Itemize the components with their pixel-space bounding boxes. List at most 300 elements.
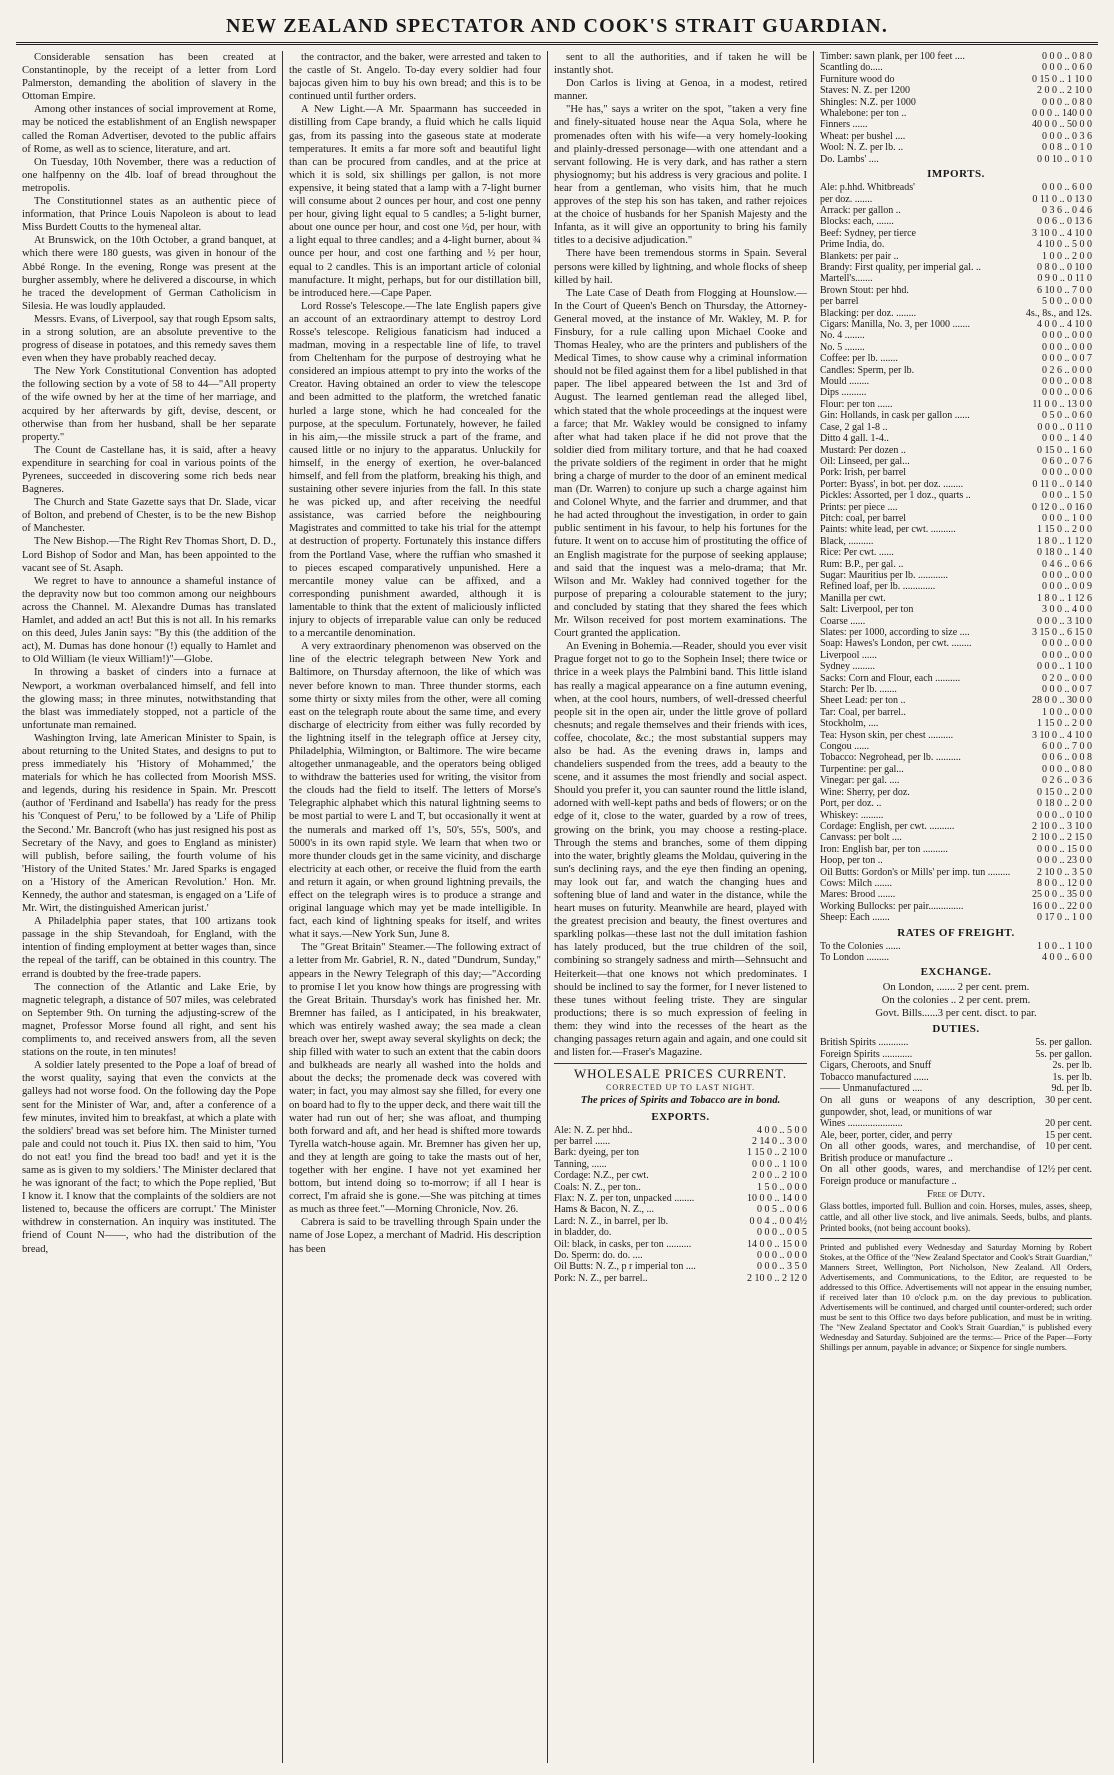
item-price: 0 0 0 .. 1 10 0 — [752, 1158, 807, 1170]
duty-rate: 20 per cent. — [1045, 1118, 1092, 1130]
item-price: 2 0 0 .. 2 10 0 — [752, 1170, 807, 1182]
article-paragraph: The Church and State Gazette says that Dr. Slade, vicar of Bolton, and prebend of Chester, is to be the new Bishop of Manchester. — [22, 497, 276, 535]
item-price: 0 2 6 .. 0 0 0 — [1042, 364, 1092, 376]
import-row — [820, 467, 1092, 478]
item-price: 0 15 0 .. 1 10 0 — [1032, 73, 1092, 85]
duty-item: British Spirits ............ — [820, 1036, 909, 1048]
item-price: 0 0 0 .. 3 10 0 — [1037, 615, 1092, 627]
export-row — [820, 62, 1092, 73]
duty-item: Wines ...................... — [820, 1118, 903, 1130]
import-row — [820, 559, 1092, 570]
item-name: Working Bullocks: per pair.............. — [820, 900, 964, 912]
export-row — [554, 1147, 807, 1158]
import-row — [820, 901, 1092, 912]
item-price: 0 0 6 .. 0 0 8 — [1042, 752, 1092, 764]
duty-rate: 30 per cent. — [1045, 1094, 1092, 1106]
export-row — [554, 1125, 807, 1136]
duty-rate: 1s. per lb. — [1052, 1071, 1092, 1083]
item-name: Rum: B.P., per gal. .. — [820, 558, 904, 570]
item-name: per barrel ...... — [554, 1136, 611, 1147]
item-price: 0 3 6 .. 0 4 6 — [1042, 204, 1092, 216]
export-row — [820, 85, 1092, 96]
exports-continued-table — [820, 51, 1092, 165]
item-name: Prints: per piece .... — [820, 501, 898, 513]
import-row — [820, 638, 1092, 649]
import-row — [820, 581, 1092, 592]
import-row — [820, 821, 1092, 832]
duty-rate: 9d. per lb. — [1051, 1083, 1092, 1095]
exchange-list — [820, 981, 1092, 1020]
item-price: 4 0 0 .. 4 10 0 — [1037, 319, 1092, 331]
import-row — [820, 741, 1092, 752]
item-price: 6 10 0 .. 7 0 0 — [1037, 284, 1092, 296]
item-name: Rice: Per cwt. ...... — [820, 547, 894, 559]
item-price: 0 0 0 .. 1 4 0 — [1042, 433, 1092, 445]
item-price: 3 0 0 .. 4 0 0 — [1042, 604, 1092, 616]
masthead: NEW ZEALAND SPECTATOR AND COOK'S STRAIT GUARDIAN. — [225, 15, 889, 37]
duty-rate: 2s. per lb. — [1052, 1060, 1092, 1072]
item-price: 0 0 8 .. 0 1 0 — [1042, 142, 1092, 154]
import-row — [820, 433, 1092, 444]
article-paragraph: The "Great Britain" Steamer.—The following extract of a letter from Mr. Gabriel, R. N., dated "Dundrum, Sunday," appears in the Newry Telegraph of this day;—"According to promise I let you know how things are progressing with the Great Britain. Thursday's work has finished her. Mr. Bremner has failed, as I anticipated, in his breakwater, which was entirely washed away; the sea made a clean breach over her, swept away several skylights on deck; the ship filled with water to such an extent that the cabin doors and bulkheads are nearly all washed into the holds and about the decks; the promenade deck was covered with water; in fact, you may almost say she filled, for every one on board had to fly to the upper deck, and there wait till the water had run out of her; she was afloat, and thumping both forward and aft, and her head is shifted more towards Tyrella watch-house again. Mr. Bremner has given her up, and they at length are going to take the masts out of her, together with her engine. I have not yet examined her bottom, but intend doing so to-morrow; if all I hear is correct, I'm afraid she is gone.—She was pitching at times as much as three feet."—Morning Chronicle, Nov. 26. — [289, 942, 541, 1216]
item-name: Candles: Sperm, per lb. — [820, 364, 915, 376]
prices-divider — [554, 1063, 807, 1064]
item-price: 0 0 0 .. 0 0 7 — [1042, 353, 1092, 365]
item-name: Lard: N. Z., in barrel, per lb. — [554, 1215, 669, 1227]
article-paragraph: We regret to have to announce a shameful instance of the depravity now but too common among our neighbours across the Channel. M. Alexandre Dumas has translated Hamlet, and added an act! But this is not all. In his remarks on this deed, Jules Janin says: "By this (the addition of the act), M. Dumas has done honour (!) equally to Hamlet and to Old William (le vieux William!)"—Globe. — [22, 575, 276, 666]
duty-row — [820, 1164, 1092, 1187]
import-row — [820, 593, 1092, 604]
item-name: Scantling do..... — [820, 62, 883, 74]
item-price: 3 15 0 .. 6 15 0 — [1032, 627, 1092, 638]
import-row — [820, 399, 1092, 410]
item-price: 1 0 0 .. 1 10 0 — [1037, 940, 1092, 952]
item-price: 0 0 0 .. 0 0 0 — [1042, 330, 1092, 342]
item-price: 0 17 0 .. 1 0 0 — [1037, 912, 1092, 924]
item-price: 0 0 0 .. 1 5 0 — [1042, 490, 1092, 502]
item-name: Whalebone: per ton .. — [820, 108, 907, 120]
import-row — [820, 296, 1092, 307]
exchange-line: On the colonies .. 2 per cent. prem. — [881, 994, 1031, 1006]
import-row — [820, 912, 1092, 923]
exchange-heading: EXCHANGE. — [920, 966, 992, 979]
item-name: Timber: sawn plank, per 100 feet .... — [820, 51, 965, 62]
item-name: per barrel — [820, 296, 859, 308]
item-name: Iron: English bar, per ton .......... — [820, 843, 948, 855]
duties-table — [820, 1037, 1092, 1188]
duty-row — [820, 1049, 1092, 1061]
item-name: Oil Butts: N. Z., p r imperial ton .... — [554, 1261, 696, 1273]
export-row — [554, 1204, 807, 1215]
import-row — [820, 330, 1092, 341]
item-price: 0 15 0 .. 2 0 0 — [1037, 786, 1092, 798]
import-row — [820, 422, 1092, 433]
export-row — [820, 119, 1092, 130]
free-of-duty-list: Glass bottles, imported full. Bullion and coin. Horses, mules, asses, sheep, cattle, and all other live stock, and live animals. Seeds, bulbs, and plants. Printed books, (not being account books). — [820, 1200, 1092, 1233]
item-price: 4 10 0 .. 5 0 0 — [1037, 239, 1092, 251]
item-price: 0 0 0 .. 0 0 0 — [1042, 638, 1092, 650]
column-3-articles — [554, 51, 807, 1059]
import-row — [820, 216, 1092, 227]
import-row — [820, 684, 1092, 695]
item-price: 3 10 0 .. 4 10 0 — [1032, 227, 1092, 239]
item-price: 10 0 0 .. 14 0 0 — [747, 1193, 807, 1205]
article-paragraph: A New Light.—A Mr. Spaarmann has succeeded in distilling from Cape brandy, a fluid which he calls liquid gas, from its passing into the gaseous state at moderate temperatures. It emits a far more soft and beautiful light than can be procured from candles, and at the price at which it is sold, six shillings per gallon, is not more expensive, it being stated that a lamp with a 7-light burner will consume about 2 ounces per hour, and cost one penny per hour, giving light equal to 5 candles; a 5-light burner, about one ounce per hour, and cost one ½d, per hour, with a light equal to three candles; and a 4-light burner, about ¾ ounce per hour, and cost one farthing and ½ per hour, equal to 2 candles. This is an important article of colonial manufacture. It might, perhaps, but for our distillation bill, be introduced here.—Cape Paper. — [289, 104, 541, 299]
duty-rate: 5s. per gallon. — [1035, 1036, 1092, 1048]
imprint-divider — [820, 1238, 1092, 1239]
masthead-rule — [16, 42, 1098, 45]
item-price: 2 0 0 .. 2 10 0 — [1037, 85, 1092, 97]
item-price: 0 0 0 .. 0 0 0 — [757, 1250, 807, 1262]
import-row — [820, 867, 1092, 878]
import-row — [820, 673, 1092, 684]
exports-heading: EXPORTS. — [651, 1110, 710, 1123]
freight-heading: RATES OF FREIGHT. — [897, 926, 1015, 939]
import-row — [820, 285, 1092, 296]
export-row — [554, 1182, 807, 1193]
item-name: Blacking: per doz. ........ — [820, 307, 917, 319]
item-name: Blocks: each, ....... — [820, 216, 894, 228]
item-price: 0 2 0 .. 0 0 0 — [1042, 672, 1092, 684]
item-name: Gin: Hollands, in cask per gallon ...... — [820, 410, 970, 422]
import-row — [820, 604, 1092, 615]
item-price: 0 0 0 .. 0 10 0 — [1037, 809, 1092, 821]
import-row — [820, 752, 1092, 763]
duty-item: Foreign Spirits ............ — [820, 1048, 913, 1060]
free-of-duty-heading: Free of Duty. — [926, 1188, 986, 1200]
item-price: 0 6 0 .. 0 7 6 — [1042, 455, 1092, 467]
duty-item: Ale, beer, porter, cider, and perry — [820, 1129, 953, 1141]
item-name: Cows: Milch ....... — [820, 877, 892, 889]
item-price: 8 0 0 .. 12 0 0 — [1037, 877, 1092, 889]
item-price: 1 8 0 .. 1 12 6 — [1037, 592, 1092, 604]
import-row — [820, 547, 1092, 558]
item-price: 0 12 0 .. 0 16 0 — [1032, 501, 1092, 513]
import-row — [820, 456, 1092, 467]
import-row — [820, 650, 1092, 661]
item-name: Salt: Liverpool, per ton — [820, 604, 914, 616]
item-name: Pitch: coal, per barrel — [820, 512, 907, 524]
item-price: 0 0 0 .. 1 0 0 — [1042, 512, 1092, 524]
item-name: Case, 2 gal 1-8 .. — [820, 421, 888, 433]
freight-table — [820, 941, 1092, 964]
import-row — [820, 182, 1092, 193]
duty-row — [820, 1118, 1092, 1130]
item-price: 0 0 4 .. 0 0 4½ — [749, 1215, 807, 1227]
item-price: 11 0 0 .. 13 0 0 — [1032, 398, 1092, 410]
export-row — [554, 1159, 807, 1170]
duty-row — [820, 1095, 1092, 1118]
item-name: Sydney ......... — [820, 661, 875, 673]
item-name: Oil Butts: Gordon's or Mills' per imp. tun ......... — [820, 866, 1011, 878]
duty-row — [820, 1130, 1092, 1142]
item-name: No. 4 ........ — [820, 330, 865, 342]
item-price: 0 0 0 .. 0 0 0 — [1042, 649, 1092, 661]
item-price: 0 0 0 .. 0 8 0 — [1042, 51, 1092, 62]
item-price: 0 9 0 .. 0 11 0 — [1037, 273, 1092, 285]
duty-row — [820, 1141, 1092, 1164]
duty-rate: 5s. per gallon. — [1035, 1048, 1092, 1060]
item-name: Wine: Sherry, per doz. — [820, 786, 910, 798]
item-price: 0 0 0 .. 0 11 0 — [1037, 421, 1092, 433]
item-price: 0 0 0 .. 0 0 5 — [757, 1227, 807, 1239]
import-row — [820, 878, 1092, 889]
item-name: Oil: Linseed, per gal... — [820, 455, 910, 467]
item-price: 1 0 0 .. 2 0 0 — [1042, 250, 1092, 262]
item-name: Cordage: N.Z., per cwt. — [554, 1170, 649, 1182]
export-row — [820, 154, 1092, 165]
import-row — [820, 695, 1092, 706]
item-price: 5 0 0 .. 0 0 0 — [1042, 296, 1092, 308]
article-paragraph: Messrs. Evans, of Liverpool, say that rough Epsom salts, in a strong solution, are an absolute preventive to the progress of disease in potatoes, and this remedy saves them even when they have probably reached decay. — [22, 313, 276, 365]
item-price: 14 0 0 .. 15 0 0 — [747, 1238, 807, 1250]
item-name: Mares: Brood ....... — [820, 889, 896, 901]
import-row — [820, 251, 1092, 262]
import-row — [820, 479, 1092, 490]
imports-table — [820, 182, 1092, 923]
item-price: 0 0 0 .. 0 0 9 — [1042, 581, 1092, 593]
export-row — [820, 131, 1092, 142]
column-2 — [282, 51, 547, 1763]
export-row — [554, 1216, 807, 1227]
article-paragraph: A very extraordinary phenomenon was observed on the line of the electric telegraph between New York and Baltimore, on Thursday afternoon, the like of which was never before known to man. Three thunder storms, each some thirty or sixty miles from the other, were all coming east on the telegraph route about the same time, and every discharge of electricity from either was fully recorded by the lightning itself in the telegraph office at Jersey city, Philadelphia, Wilmington, or Baltimore. The wire became altogether unmanageable, and the operators being obliged to withdraw the batteries used for writing, the visitor from the clouds had the field to itself. The letters of Morse's Telegraphic alphabet which this natural lightning seems to be most partial to were L and T, but occasionally it went at the numerals and marked off 1's, 50's, 55's, 500's, and 5000's in its own rapid style. We learn that when two or more thunder clouds get in the same vicinity, and discharge electricity at each other, or receive the fluid from the earth and return it again, or when ground lightning prevails, the effect on the telegraph wires is to produce a strange and original language which may yet be made intelligible. In fact, each kind of lightning speaks for itself, and writes what it says.—New York Sun, June 8. — [289, 641, 541, 941]
columns — [16, 51, 1098, 1763]
import-row — [820, 810, 1092, 821]
duty-item: On all other goods, wares, and merchandise of Foreign produce or manufacture .. — [820, 1164, 1036, 1188]
article-paragraph: There have been tremendous storms in Spain. Several persons were killed by lightning, and whole flocks of sheep killed by hail. — [554, 248, 807, 286]
import-row — [820, 319, 1092, 330]
item-price: 1 8 0 .. 1 12 0 — [1037, 535, 1092, 547]
import-row — [820, 194, 1092, 205]
item-name: Ale: p.hhd. Whitbreads' — [820, 182, 915, 194]
export-row — [554, 1227, 807, 1238]
item-name: Oil: black, in casks, per ton .......... — [554, 1238, 692, 1250]
export-row — [554, 1170, 807, 1181]
item-price: 25 0 0 .. 35 0 0 — [1032, 889, 1092, 901]
item-name: Pork: Irish, per barrel — [820, 467, 907, 479]
item-name: in bladder, do. — [554, 1227, 612, 1239]
duty-rate: 15 per cent. — [1045, 1129, 1092, 1141]
article-paragraph: An Evening in Bohemia.—Reader, should you ever visit Prague forget not to go to the Sophein Insel; there twice or thrice in a week plays the Palmbini band. This little island has really a magical appearance on a fine autumn evening, when, at the cool hours, numbers, of well-dressed cheerful people sit in the open air, under the little grove of pollard chesnuts; and regale themselves and their friends with ices, coffee, chocolate, &c.; the most substantial suppers may also be had. As the evening draws in, lamps and chandeliers suspended from the trees, add a beauty to the scene, and it assumes the most friendly and social aspect. Should you prefer it, you can saunter round the little island, adorned with well-kept paths and beds of flowers; or on the edge of it, close to the water, guarded by a row of trees, growing on the brink, you may choose a resting-place. Through the stems and branches, some of them dipping into the water, brightly gleams the Moldau, quivering in the sun's declining rays, and the eye then finding an opening, may look out far, and watch the changing hues and softening blue of land and water in the distance, while the heart muses on futurity. Meanwhile are heard, played with the greatest precision and beauty, the finest overtures and sparkling polkas—these last not the dull imitation fashion has lately produced, but the true children of the soil, combining so strangely sadness and mirth—Sehnsucht and Heiterkeit—that one knows not which predominates. I should be inclined to say the former, for I never listened to these tunes without feeling triste. They are singular productions; there is so much expression of feeling in them: they wind into the recesses of the heart as the changing passages return again and again, and one could sit and listen for.—Fraser's Magazine. — [554, 641, 807, 1059]
import-row — [820, 353, 1092, 364]
import-row — [820, 387, 1092, 398]
item-name: Refined loaf, per lb. ............. — [820, 581, 936, 593]
export-row — [820, 74, 1092, 85]
prices-title: WHOLESALE PRICES CURRENT. — [574, 1066, 787, 1082]
import-row — [820, 661, 1092, 672]
item-name: Vinegar: per gal. .... — [820, 775, 900, 787]
import-row — [820, 502, 1092, 513]
import-row — [820, 775, 1092, 786]
article-paragraph: "He has," says a writer on the spot, "taken a very fine and finely-situated house near the Aqua Sola, where he promenades often with his wife—a very homely-looking and plainly-dressed personage—with one attendant and a servant following. He is very dark, and has rather a stern physiognomy; but his address is very gracious and polite. I hear from a gentleman, who visits him, that he much approves of the step his son has taken, and rather rejoices at the choice of husbands for her Spanish Majesty and the Infanta, as it will give an opportunity to bring his family titles to a decisive adjudication." — [554, 104, 807, 247]
export-row — [554, 1136, 807, 1147]
item-name: Black, .......... — [820, 535, 874, 547]
item-price: 0 0 0 .. 0 0 0 — [1042, 569, 1092, 581]
import-row — [820, 273, 1092, 284]
item-price: 28 0 0 .. 30 0 0 — [1032, 695, 1092, 707]
item-price: 0 11 0 .. 0 14 0 — [1032, 478, 1092, 490]
item-name: Prime India, do. — [820, 239, 885, 251]
duty-row — [820, 1072, 1092, 1084]
item-name: Turpentine: per gal... — [820, 763, 904, 775]
duties-heading: DUTIES. — [932, 1022, 980, 1035]
duty-item: Tobacco manufactured ...... — [820, 1071, 929, 1083]
item-name: Liverpool ...... — [820, 649, 877, 661]
item-price: 16 0 0 .. 22 0 0 — [1032, 900, 1092, 912]
item-name: Stockholm, .... — [820, 718, 879, 730]
item-name: Brown Stout: per hhd. — [820, 284, 909, 296]
item-name: Canvass: per bolt .... — [820, 832, 902, 844]
item-price: 0 0 0 .. 1 10 0 — [1037, 661, 1092, 673]
item-price: 0 0 0 .. 0 3 6 — [1042, 130, 1092, 142]
item-name: Cordage: English, per cwt. .......... — [820, 820, 955, 832]
item-price: 2 10 0 .. 3 10 0 — [1032, 820, 1092, 832]
item-price: 2 10 0 .. 3 5 0 — [1037, 866, 1092, 878]
item-name: Pork: N. Z., per barrel.. — [554, 1272, 648, 1284]
import-row — [820, 376, 1092, 387]
item-name: Wheat: per bushel .... — [820, 130, 906, 142]
import-row — [820, 616, 1092, 627]
import-row — [820, 718, 1092, 729]
item-name: No. 5 ........ — [820, 341, 865, 353]
item-price: 0 0 0 .. 0 0 0 — [1042, 341, 1092, 353]
item-name: Finners ...... — [820, 119, 868, 131]
prices-bond-note: The prices of Spirits and Tobacco are in bond. — [580, 1095, 781, 1107]
item-name: Soap: Hawes's London, per cwt. ........ — [820, 638, 972, 650]
import-row — [820, 627, 1092, 638]
item-price: 0 2 6 .. 0 3 6 — [1042, 775, 1092, 787]
item-name: Blankets: per pair .. — [820, 250, 899, 262]
item-price: 0 0 10 .. 0 1 0 — [1037, 153, 1092, 165]
item-price: 1 15 0 .. 2 0 0 — [1037, 718, 1092, 730]
item-name: Arrack: per gallon .. — [820, 204, 901, 216]
item-name: Staves: N. Z. per 1200 — [820, 85, 910, 97]
item-price: 4 0 0 .. 5 0 0 — [757, 1124, 807, 1136]
article-paragraph: The New York Constitutional Convention has adopted the following section by a vote of 58 to 44—"All property of the wife owned by her at the time of her marriage, and acquired by her afterwards by gift, devise, descent, or otherwise than from her husband, shall be her separate property." — [22, 366, 276, 443]
import-row — [820, 239, 1092, 250]
item-name: Congou ...... — [820, 741, 870, 753]
export-row — [820, 108, 1092, 119]
article-paragraph: Don Carlos is living at Genoa, in a modest, retired manner. — [554, 78, 807, 103]
column-3 — [547, 51, 813, 1763]
export-row — [820, 97, 1092, 108]
duty-item: Cigars, Cheroots, and Snuff — [820, 1060, 932, 1072]
export-row — [820, 51, 1092, 62]
item-name: Pickles: Assorted, per 1 doz., quarts .. — [820, 490, 971, 502]
export-row — [554, 1193, 807, 1204]
item-name: Coarse ...... — [820, 615, 866, 627]
item-price: 0 18 0 .. 2 0 0 — [1037, 798, 1092, 810]
article-paragraph: A soldier lately presented to the Pope a loaf of bread of the worst quality, saying that even the convicts at the galleys had not worse food. On the following day the Pope sent for the Minister of War, and, after a conference of a few minutes, invited him to breakfast, at which a plate with the soldiers' bread was set before him. The Minister turned pale and could not touch it. Pius IX. then said to him, 'You do not eat! you find the bread too bad! and yet it is the same as is given to my soldiers.' The Minister declared that he was ignorant of the fact; to which the Pope replied, 'But I know it. I know that the complaints of the soldiers are not listened to, because the officers are corrupt.' The Minister withdrew in consternation. An inquiry was instituted. The friend of Count N——, who had the distribution of the bread, — [22, 1060, 276, 1255]
duty-row — [820, 1037, 1092, 1049]
item-name: Hoop, per ton .. — [820, 855, 883, 867]
item-name: Tar: Coal, per barrel.. — [820, 706, 906, 718]
import-row — [820, 730, 1092, 741]
item-name: Brandy: First quality, per imperial gal. .. — [820, 262, 981, 273]
import-row — [820, 798, 1092, 809]
item-name: Sugar: Mauritius per lb. ............ — [820, 569, 949, 581]
item-name: Shingles: N.Z. per 1000 — [820, 96, 916, 108]
import-row — [820, 228, 1092, 239]
export-row — [554, 1250, 807, 1261]
item-price: 0 11 0 .. 0 13 0 — [1032, 193, 1092, 205]
item-name: Whiskey: ......... — [820, 809, 884, 821]
import-row — [820, 855, 1092, 866]
export-row — [554, 1273, 807, 1284]
article-paragraph: A Philadelphia paper states, that 100 artizans took passage in the ship Stevandoah, for England, with the intention of finding employment at better wages than, since the repeal of the tariff, can be obtained in this country. The errand is doubted by the free-trade papers. — [22, 916, 276, 980]
import-row — [820, 342, 1092, 353]
item-price: 0 4 6 .. 0 6 6 — [1042, 558, 1092, 570]
item-price: 0 18 0 .. 1 4 0 — [1037, 547, 1092, 559]
import-row — [820, 570, 1092, 581]
item-name: To the Colonies ...... — [820, 940, 901, 952]
export-row — [554, 1261, 807, 1272]
import-row — [820, 707, 1092, 718]
article-paragraph: Among other instances of social improvement at Rome, may be noticed the establishment of an English newspaper called the Roman Advertiser, devoted to the public affairs of Rome, as well as to science, literature, and art. — [22, 104, 276, 155]
item-price: 2 10 0 .. 2 15 0 — [1032, 832, 1092, 844]
item-name: Beef: Sydney, per tierce — [820, 227, 916, 239]
import-row — [820, 262, 1092, 273]
item-name: Sheep: Each ....... — [820, 912, 890, 924]
item-price: 0 0 0 .. 0 0 7 — [1042, 684, 1092, 696]
item-name: Mustard: Per dozen .. — [820, 444, 906, 456]
exchange-line: On London, ....... 2 per cent. prem. — [882, 981, 1030, 993]
article-paragraph: Washington Irving, late American Minister to Spain, is about returning to the United States, and designs to put to press immediately his 'History of Mohammed,' the materials for which he has collected from Moorish MSS. and legends, during his residence in Spain. Mr. Prescott (author of 'Ferdinand and Isabella') has ready for the press his 'Conquest of Peru,' to be followed by a 'Life of Philip the Second.' Mr. Bancroft (who has just resigned his post as Secretary of the Navy, and goes to England as minister) will publish, before sailing, the fourth volume of his 'History of the United States.' Mr. Jared Sparks is engaged on a 'History of the American Revolution.' Hon. Mr. Kennedy, the author and statesman, is engaged on a 'Life of Mr. Wirt, the distinguished American jurist.' — [22, 732, 276, 915]
column-1 — [16, 51, 282, 1763]
item-price: 0 0 5 .. 0 0 6 — [757, 1204, 807, 1216]
item-name: Cigars: Manilla, No. 3, per 1000 ....... — [820, 319, 970, 331]
item-price: 3 10 0 .. 4 10 0 — [1032, 729, 1092, 741]
item-name: Dips .......... — [820, 387, 867, 399]
item-name: Flour: per ton ...... — [820, 398, 893, 410]
column-4 — [813, 51, 1098, 1763]
item-price: 1 5 0 .. 0 0 0 — [757, 1181, 807, 1193]
item-price: 0 0 0 .. 0 8 0 — [1042, 763, 1092, 775]
item-price: 0 15 0 .. 1 6 0 — [1037, 444, 1092, 456]
article-paragraph: At Brunswick, on the 10th October, a grand banquet, at which there were 180 guests, was given in honour of the Abbé Ronge. In the evening, Ronge was present at the burgher assembly, where he delivered a discourse, in which he traced the development of German Catholicism in Silesia. He was loudly applauded. — [22, 235, 276, 312]
article-paragraph: The Constitutionnel states as an authentic piece of information, that Prince Louis Napoleon is about to lead Miss Burdett Coutts to the hymeneal altar. — [22, 196, 276, 234]
article-paragraph: In throwing a basket of cinders into a furnace at Newport, a workman overbalanced himself, and fell into the glowing mass; in three minutes, notwithstanding that the blast was immediately stopped, not a particle of the unfortunate man remained. — [22, 667, 276, 731]
item-price: 0 0 0 .. 15 0 0 — [1037, 843, 1092, 855]
item-name: Manilla per cwt. — [820, 592, 886, 604]
freight-row — [820, 952, 1092, 963]
import-row — [820, 536, 1092, 547]
item-name: Sheet Lead: per ton .. — [820, 695, 906, 707]
item-name: Coals: N. Z., per ton.. — [554, 1181, 641, 1193]
item-name: Mould ........ — [820, 376, 870, 388]
article-paragraph: the contractor, and the baker, were arrested and taken to the castle of St. Angelo. To-day every soldier had four bajocas given him to buy his own bread; and this is to be continued until further orders. — [289, 52, 541, 103]
item-name: Ditto 4 gall. 1-4.. — [820, 433, 889, 445]
item-name: Coffee: per lb. ....... — [820, 353, 898, 365]
duty-item: On all guns or weapons of any description, gunpowder, shot, lead, or munitions of war — [820, 1094, 1036, 1118]
item-name: Tanning, ...... — [554, 1158, 607, 1170]
article-paragraph: On Tuesday, 10th November, there was a reduction of one halfpenny on the 4lb. loaf of bread throughout the metropolis. — [22, 156, 276, 194]
item-price: 0 0 0 .. 0 6 0 — [1042, 62, 1092, 74]
item-name: Wool: N. Z. per lb. .. — [820, 142, 904, 154]
import-row — [820, 445, 1092, 456]
export-row — [820, 142, 1092, 153]
article-paragraph: The New Bishop.—The Right Rev Thomas Short, D. D., Lord Bishop of Sodor and Man, has been appointed to the vacant see of St. Asaph. — [22, 536, 276, 574]
exchange-line: Govt. Bills......3 per cent. disct. to par. — [875, 1007, 1037, 1019]
item-name: Tobacco: Negrohead, per lb. .......... — [820, 752, 961, 764]
item-price: 4 0 0 .. 6 0 0 — [1042, 952, 1092, 964]
item-price: 0 8 0 .. 0 10 0 — [1037, 262, 1092, 273]
item-price: 4s., 8s., and 12s. — [1025, 307, 1092, 319]
import-row — [820, 787, 1092, 798]
item-price: 0 0 0 .. 140 0 0 — [1032, 108, 1092, 120]
item-name: Do. Sperm: do. do. .... — [554, 1250, 643, 1262]
item-name: per doz. ....... — [820, 193, 873, 205]
